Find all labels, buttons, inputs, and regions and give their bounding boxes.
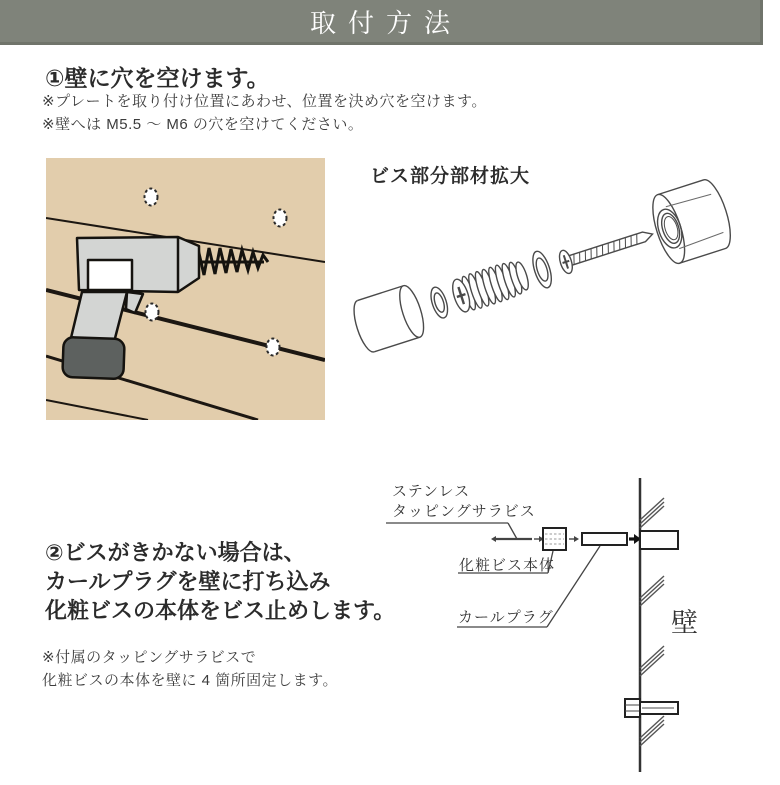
- exploded-parts-diagram: [352, 175, 777, 370]
- step2-notes: [42, 646, 338, 692]
- arrow-right-icon: [569, 536, 579, 542]
- label-anchor-plug: カールプラグ: [458, 609, 554, 626]
- washer-part: [428, 285, 451, 320]
- hatch-mark: [640, 716, 664, 746]
- drill-illustration: [46, 158, 325, 420]
- step2-note-2: 化粧ビスの本体を壁に 4 箇所固定します。: [42, 672, 338, 689]
- step2-note-1: ※付属のタッピングサラビスで: [42, 649, 257, 666]
- step1-notes: [42, 93, 487, 139]
- page-title: 取付方法: [309, 7, 462, 38]
- hole-icon: [274, 210, 287, 227]
- tapping-screw-part: [557, 223, 656, 275]
- step1-note-2: ※壁へは M5.5 ～ M6 の穴を空けてください。: [42, 116, 364, 133]
- label-screw-body: 化粧ビス本体: [459, 557, 556, 574]
- plug-body-part: [449, 257, 532, 314]
- hole-icon: [145, 189, 158, 206]
- step2-heading-line-2: カールプラグを壁に打ち込み: [45, 569, 331, 594]
- hole-icon: [146, 304, 159, 321]
- drill-label: [88, 260, 132, 290]
- drill-battery: [62, 337, 124, 379]
- assembly-sequence: [491, 528, 678, 550]
- fixed-screw-assembly: [625, 699, 678, 717]
- label-stainless: ステンレス: [392, 483, 471, 500]
- wall-mount-diagram: [380, 470, 780, 785]
- label-tapping-screw: タッピングサラビス: [392, 503, 536, 520]
- screw-head-box: [625, 699, 640, 717]
- washer-part: [529, 249, 555, 290]
- hatch-mark: [640, 576, 664, 606]
- parts-diagram-title: ビス部分部材拡大: [370, 166, 531, 187]
- tapping-screw-icon: [491, 536, 532, 542]
- step1-note-1: ※プレートを取り付け位置にあわせ、位置を決め穴を空けます。: [42, 93, 487, 110]
- hatch-mark: [640, 498, 664, 528]
- step2-heading: [45, 538, 395, 625]
- hole-icon: [267, 339, 280, 356]
- nut-part: [646, 176, 737, 267]
- drill-body: [77, 237, 199, 292]
- label-wall: 壁: [671, 608, 698, 638]
- anchor-plug-box: [582, 533, 627, 545]
- step2-heading-line-1: ②ビスがきかない場合は、: [45, 540, 306, 565]
- step2-heading-line-3: 化粧ビスの本体をビス止めします。: [45, 598, 396, 623]
- plug-in-wall-box: [640, 531, 678, 549]
- hatch-mark: [640, 646, 664, 676]
- cap-part: [352, 283, 428, 355]
- step1-heading: ①壁に穴を空けます。: [45, 65, 270, 91]
- page-title-banner: [0, 0, 763, 45]
